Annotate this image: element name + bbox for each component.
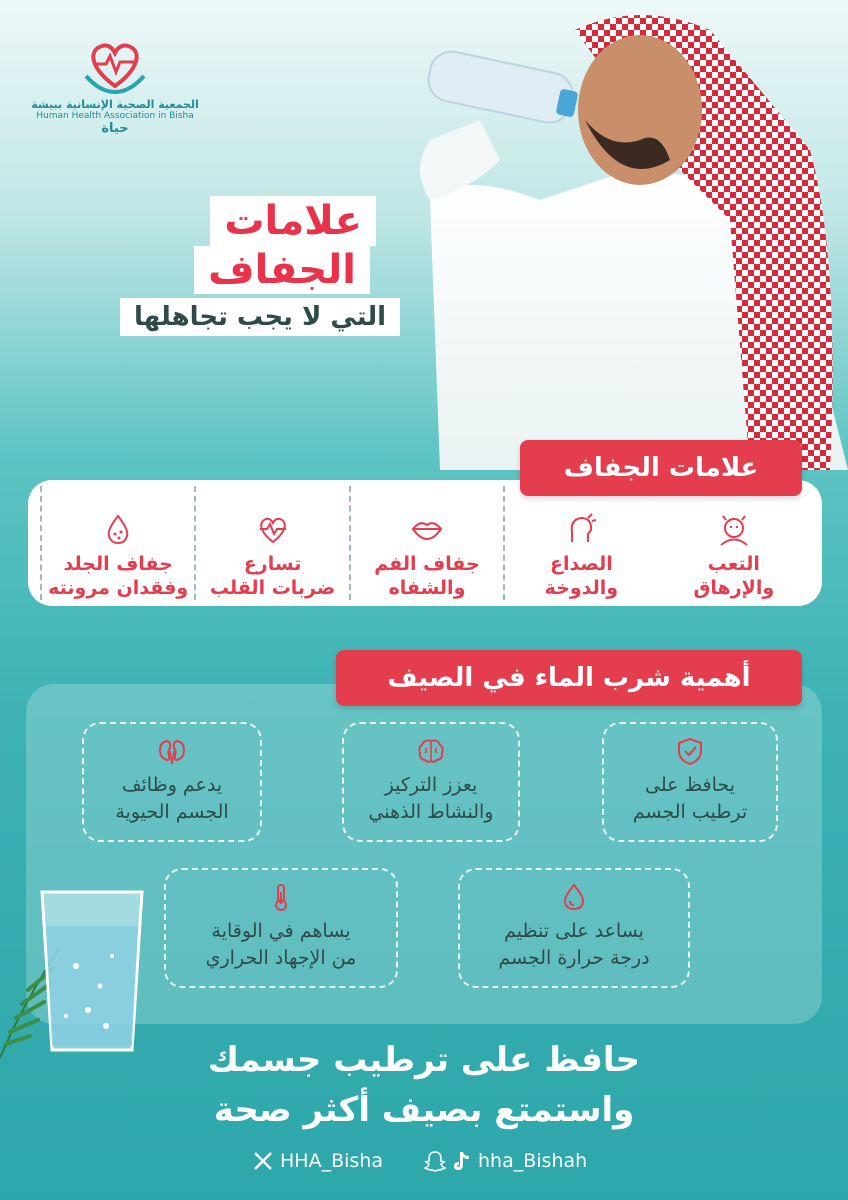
x-logo-icon xyxy=(252,1150,274,1172)
importance-line1: يساهم في الوقاية xyxy=(211,920,351,942)
snapchat-icon xyxy=(424,1150,446,1172)
slogan-line2: واستمتع بصيف أكثر صحة xyxy=(213,1090,635,1130)
importance-line2: ترطيب الجسم xyxy=(632,801,748,823)
x-handle: HHA_Bisha xyxy=(280,1150,383,1172)
lips-icon xyxy=(410,512,444,546)
sign-line1: جفاف الفم xyxy=(374,553,480,575)
slogan-line1: حافظ على ترطيب جسمك xyxy=(207,1040,641,1080)
headline-line2: الجفاف xyxy=(194,246,370,294)
x-social-link[interactable] xyxy=(252,1150,383,1172)
thermometer-icon xyxy=(266,882,296,912)
logo-name-arabic: الجمعية الصحية الإنسانية ببيشة xyxy=(31,98,199,111)
importance-item xyxy=(458,868,690,988)
headache-icon xyxy=(564,512,598,546)
sign-item xyxy=(194,486,348,600)
fatigue-icon xyxy=(717,512,751,546)
sign-line1: الصداع xyxy=(549,553,613,575)
importance-line1: يدعم وظائف xyxy=(121,774,223,796)
logo-brand: حياة xyxy=(101,121,129,136)
water-glass-icon xyxy=(36,886,148,1056)
importance-item xyxy=(342,722,520,842)
logo xyxy=(30,36,200,136)
sign-line2: والشفاه xyxy=(388,577,466,599)
tiktok-icon xyxy=(452,1150,472,1172)
snapchat-tiktok-social-link[interactable] xyxy=(424,1150,587,1172)
sign-line1: التعب xyxy=(707,553,760,575)
signs-card xyxy=(28,480,822,606)
signs-title-banner: علامات الجفاف xyxy=(520,440,802,496)
importance-title-banner: أهمية شرب الماء في الصيف xyxy=(336,650,802,706)
importance-line1: يساعد على تنظيم xyxy=(504,920,644,942)
sign-line1: جفاف الجلد xyxy=(63,553,173,575)
shield-check-icon xyxy=(675,736,705,766)
skin-icon xyxy=(101,512,135,546)
sign-line2: والإرهاق xyxy=(693,577,775,599)
importance-item xyxy=(164,868,398,988)
man-drinking-water-image xyxy=(370,0,848,470)
headline-line1: علامات xyxy=(210,196,376,246)
sign-item xyxy=(503,486,657,600)
sign-line2: ضربات القلب xyxy=(209,577,336,599)
other-handle: hha_Bishah xyxy=(478,1150,588,1172)
sign-line1: تسارع xyxy=(243,553,302,575)
kidneys-icon xyxy=(157,736,187,766)
importance-line1: يحافظ على xyxy=(645,774,735,796)
headline-line3: التي لا يجب تجاهلها xyxy=(120,298,400,336)
importance-line2: درجة حرارة الجسم xyxy=(498,947,650,969)
importance-line2: الجسم الحيوية xyxy=(115,801,229,823)
heartbeat-icon xyxy=(256,512,290,546)
water-drop-icon xyxy=(559,882,589,912)
sign-line2: وفقدان مرونته xyxy=(48,577,189,599)
importance-item xyxy=(602,722,778,842)
logo-name-english: Human Health Association in Bisha xyxy=(36,111,194,121)
importance-line1: يعزز التركيز xyxy=(384,774,478,796)
importance-line2: والنشاط الذهني xyxy=(368,801,494,823)
importance-item xyxy=(82,722,262,842)
sign-item xyxy=(658,486,810,600)
brain-icon xyxy=(416,736,446,766)
importance-line2: من الإجهاد الحراري xyxy=(205,947,357,969)
sign-item xyxy=(40,486,194,600)
heart-hands-logo-icon xyxy=(80,36,150,96)
sign-line2: والدوخة xyxy=(544,577,619,599)
sign-item xyxy=(349,486,503,600)
